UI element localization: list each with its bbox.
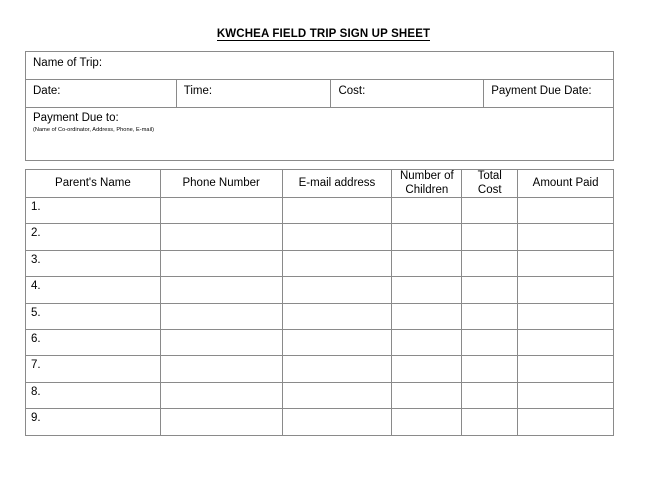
cell-total-cost[interactable] <box>462 409 518 434</box>
cell-total-cost[interactable] <box>462 198 518 223</box>
cell-total-cost[interactable] <box>462 356 518 381</box>
form-row-payment-due-to <box>26 108 614 161</box>
cell-parents-name[interactable] <box>26 251 161 276</box>
cell-parents-name[interactable] <box>26 198 161 223</box>
table-row <box>26 409 614 435</box>
field-name-of-trip[interactable] <box>26 52 614 79</box>
column-header-email-address: E-mail address <box>283 170 393 197</box>
cell-number-of-children[interactable] <box>392 198 462 223</box>
row-index: 6. <box>31 332 41 345</box>
table-header-row <box>26 170 614 198</box>
cell-amount-paid[interactable] <box>518 224 614 249</box>
cell-amount-paid[interactable] <box>518 409 614 434</box>
cell-email-address[interactable] <box>283 409 393 434</box>
row-index: 3. <box>31 253 41 266</box>
signup-table <box>25 169 614 436</box>
cell-number-of-children[interactable] <box>392 383 462 408</box>
cell-phone-number[interactable] <box>161 198 283 223</box>
field-label-payment-due-date: Payment Due Date: <box>491 85 592 97</box>
cell-parents-name[interactable] <box>26 409 161 434</box>
table-row <box>26 304 614 330</box>
cell-amount-paid[interactable] <box>518 277 614 302</box>
cell-phone-number[interactable] <box>161 304 283 329</box>
cell-number-of-children[interactable] <box>392 356 462 381</box>
field-payment-due-to[interactable] <box>26 108 614 160</box>
cell-number-of-children[interactable] <box>392 330 462 355</box>
column-header-phone-number: Phone Number <box>161 170 283 197</box>
cell-amount-paid[interactable] <box>518 198 614 223</box>
column-header-amount-paid: Amount Paid <box>518 170 614 197</box>
field-cost[interactable] <box>331 80 484 107</box>
table-row <box>26 198 614 224</box>
cell-total-cost[interactable] <box>462 330 518 355</box>
cell-email-address[interactable] <box>283 198 393 223</box>
cell-number-of-children[interactable] <box>392 409 462 434</box>
trip-details-form <box>25 51 614 161</box>
cell-total-cost[interactable] <box>462 383 518 408</box>
field-label-date: Date: <box>33 85 61 97</box>
cell-email-address[interactable] <box>283 304 393 329</box>
row-index: 4. <box>31 280 41 293</box>
cell-parents-name[interactable] <box>26 277 161 302</box>
cell-number-of-children[interactable] <box>392 251 462 276</box>
cell-number-of-children[interactable] <box>392 304 462 329</box>
cell-phone-number[interactable] <box>161 277 283 302</box>
row-index: 7. <box>31 359 41 372</box>
page-title-text: KWCHEA FIELD TRIP SIGN UP SHEET <box>216 28 431 40</box>
row-index: 9. <box>31 412 41 425</box>
field-label-time: Time: <box>183 85 213 97</box>
field-label-payment-due-to: Payment Due to: <box>33 112 119 124</box>
cell-phone-number[interactable] <box>161 251 283 276</box>
cell-email-address[interactable] <box>283 224 393 249</box>
cell-parents-name[interactable] <box>26 330 161 355</box>
cell-amount-paid[interactable] <box>518 383 614 408</box>
form-row-date-time-cost <box>26 80 614 108</box>
cell-total-cost[interactable] <box>462 304 518 329</box>
cell-email-address[interactable] <box>283 356 393 381</box>
cell-total-cost[interactable] <box>462 251 518 276</box>
field-date[interactable] <box>26 80 177 107</box>
column-header-number-of-children: Number of Children <box>392 170 462 197</box>
cell-parents-name[interactable] <box>26 304 161 329</box>
row-index: 8. <box>31 385 41 398</box>
table-row <box>26 356 614 382</box>
cell-email-address[interactable] <box>283 330 393 355</box>
cell-amount-paid[interactable] <box>518 356 614 381</box>
field-payment-due-date[interactable] <box>484 80 614 107</box>
field-label-name-of-trip: Name of Trip: <box>33 57 103 69</box>
table-row <box>26 383 614 409</box>
cell-phone-number[interactable] <box>161 409 283 434</box>
cell-amount-paid[interactable] <box>518 304 614 329</box>
cell-parents-name[interactable] <box>26 356 161 381</box>
cell-amount-paid[interactable] <box>518 330 614 355</box>
column-header-total-cost: Total Cost <box>462 170 518 197</box>
cell-email-address[interactable] <box>283 383 393 408</box>
cell-amount-paid[interactable] <box>518 251 614 276</box>
field-label-cost: Cost: <box>338 85 366 97</box>
cell-phone-number[interactable] <box>161 224 283 249</box>
cell-total-cost[interactable] <box>462 224 518 249</box>
cell-phone-number[interactable] <box>161 383 283 408</box>
field-hint-payment-due-to: (Name of Co-ordinator, Address, Phone, E-mail) <box>33 127 155 134</box>
cell-number-of-children[interactable] <box>392 224 462 249</box>
cell-parents-name[interactable] <box>26 383 161 408</box>
table-row <box>26 224 614 250</box>
column-header-parents-name: Parent's Name <box>26 170 161 197</box>
cell-email-address[interactable] <box>283 251 393 276</box>
cell-phone-number[interactable] <box>161 356 283 381</box>
row-index: 1. <box>31 201 41 213</box>
cell-total-cost[interactable] <box>462 277 518 302</box>
cell-parents-name[interactable] <box>26 224 161 249</box>
table-row <box>26 330 614 356</box>
cell-email-address[interactable] <box>283 277 393 302</box>
row-index: 5. <box>31 306 41 319</box>
field-time[interactable] <box>177 80 332 107</box>
table-row <box>26 277 614 303</box>
cell-phone-number[interactable] <box>161 330 283 355</box>
table-row <box>26 251 614 277</box>
cell-number-of-children[interactable] <box>392 277 462 302</box>
row-index: 2. <box>31 227 41 240</box>
page-title <box>0 28 647 40</box>
form-row-trip <box>26 52 614 80</box>
